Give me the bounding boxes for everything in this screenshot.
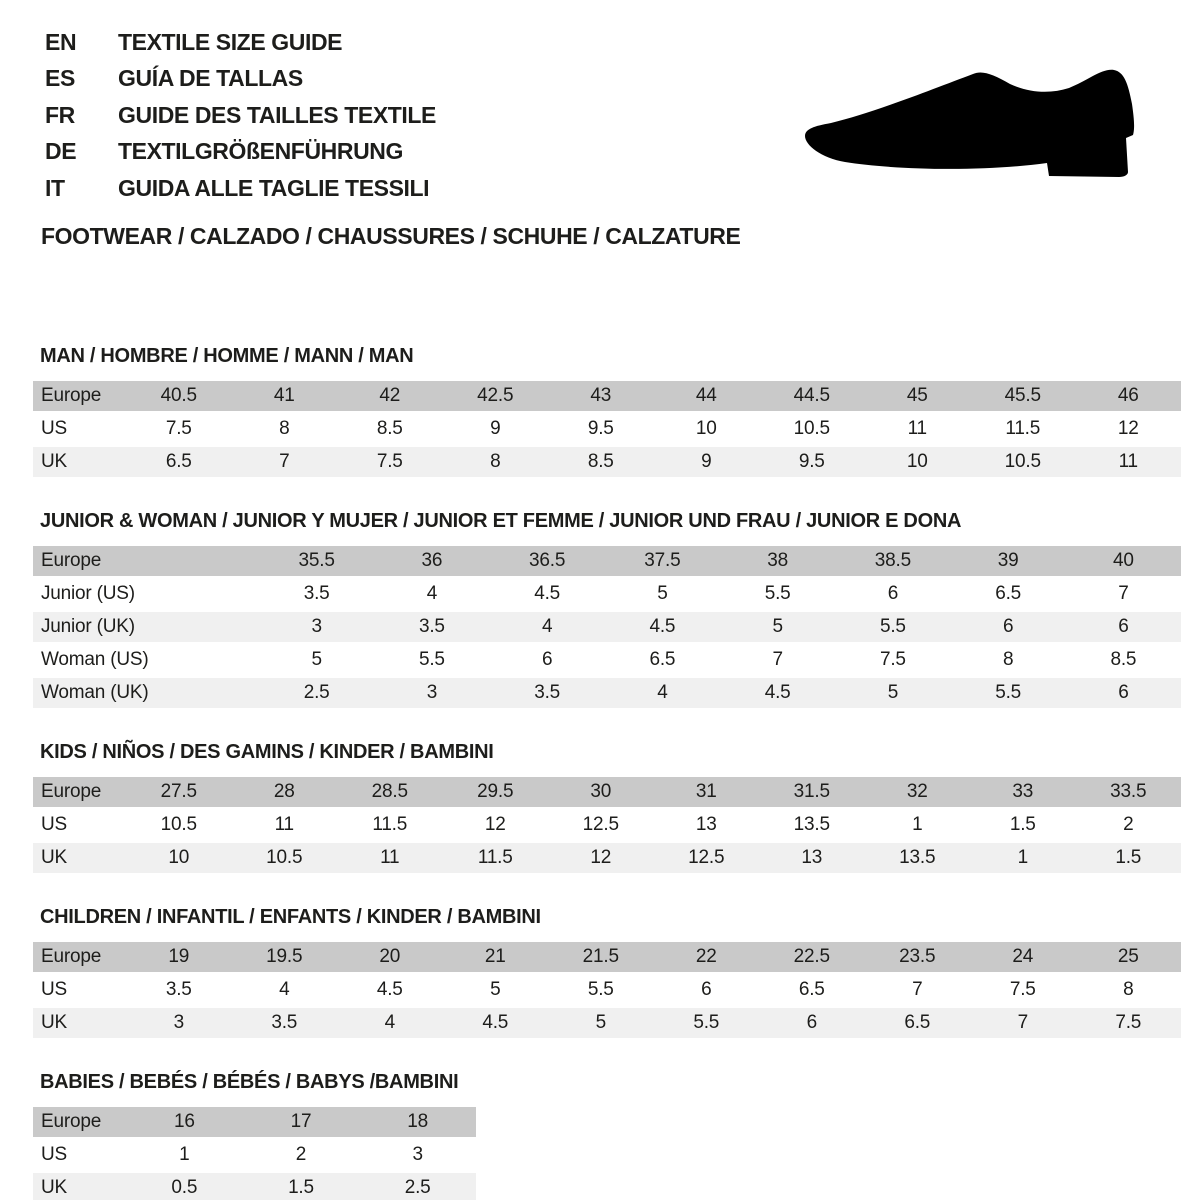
size-value: 11 xyxy=(232,810,338,840)
size-table-section xyxy=(33,344,1181,480)
row-label: Woman (UK) xyxy=(33,678,259,708)
size-value: 33.5 xyxy=(1076,777,1182,807)
size-value: 4.5 xyxy=(605,612,720,642)
size-value: 10.5 xyxy=(759,414,865,444)
size-value: 5 xyxy=(605,579,720,609)
table-row xyxy=(33,810,1181,840)
language-label: GUIDA ALLE TAGLIE TESSILI xyxy=(118,174,430,201)
size-value: 1.5 xyxy=(243,1173,360,1200)
size-value: 7 xyxy=(970,1008,1076,1038)
size-value: 6 xyxy=(835,579,950,609)
size-value: 28 xyxy=(232,777,338,807)
language-row xyxy=(45,170,436,207)
row-label: UK xyxy=(33,447,126,477)
size-value: 7.5 xyxy=(1076,1008,1182,1038)
size-value: 38 xyxy=(720,546,835,576)
size-value: 45.5 xyxy=(970,381,1076,411)
size-value: 11.5 xyxy=(337,810,443,840)
size-value: 37.5 xyxy=(605,546,720,576)
size-value: 1 xyxy=(970,843,1076,873)
table-row xyxy=(33,843,1181,873)
size-value: 9.5 xyxy=(759,447,865,477)
size-value: 29.5 xyxy=(443,777,549,807)
row-label: Europe xyxy=(33,546,259,576)
size-value: 6.5 xyxy=(865,1008,971,1038)
size-value: 8 xyxy=(232,414,338,444)
size-value: 7.5 xyxy=(126,414,232,444)
size-value: 32 xyxy=(865,777,971,807)
size-value: 9 xyxy=(654,447,760,477)
size-value: 7 xyxy=(232,447,338,477)
row-label: Woman (US) xyxy=(33,645,259,675)
size-value: 22.5 xyxy=(759,942,865,972)
table-row xyxy=(33,975,1181,1005)
size-value: 7 xyxy=(1066,579,1181,609)
size-value: 33 xyxy=(970,777,1076,807)
size-value: 21 xyxy=(443,942,549,972)
size-value: 3.5 xyxy=(374,612,489,642)
size-value: 8 xyxy=(1076,975,1182,1005)
size-value: 21.5 xyxy=(548,942,654,972)
language-code: IT xyxy=(45,174,65,201)
size-value: 6.5 xyxy=(126,447,232,477)
size-value: 5.5 xyxy=(374,645,489,675)
table-row xyxy=(33,546,1181,576)
category-line: FOOTWEAR / CALZADO / CHAUSSURES / SCHUHE / CALZATURE xyxy=(41,223,741,249)
size-value: 0.5 xyxy=(126,1173,243,1200)
table-row xyxy=(33,447,1181,477)
size-value: 4.5 xyxy=(490,579,605,609)
size-value: 6 xyxy=(951,612,1066,642)
size-value: 5 xyxy=(720,612,835,642)
size-value: 10 xyxy=(654,414,760,444)
size-value: 1.5 xyxy=(1076,843,1182,873)
size-value: 4.5 xyxy=(337,975,443,1005)
size-value: 12.5 xyxy=(548,810,654,840)
size-value: 31 xyxy=(654,777,760,807)
size-value: 5.5 xyxy=(548,975,654,1005)
language-row xyxy=(45,97,436,134)
size-value: 13 xyxy=(759,843,865,873)
size-value: 3 xyxy=(359,1140,476,1170)
size-table xyxy=(33,378,1181,480)
size-value: 19 xyxy=(126,942,232,972)
size-value: 19.5 xyxy=(232,942,338,972)
size-value: 8.5 xyxy=(548,447,654,477)
size-value: 22 xyxy=(654,942,760,972)
row-label: Europe xyxy=(33,777,126,807)
row-label: Europe xyxy=(33,1107,126,1137)
size-value: 6 xyxy=(654,975,760,1005)
size-value: 4.5 xyxy=(720,678,835,708)
size-value: 39 xyxy=(951,546,1066,576)
size-value: 6 xyxy=(1066,612,1181,642)
size-value: 36 xyxy=(374,546,489,576)
size-value: 5 xyxy=(259,645,374,675)
size-value: 1 xyxy=(126,1140,243,1170)
language-code: EN xyxy=(45,28,77,55)
size-value: 13.5 xyxy=(759,810,865,840)
size-value: 5 xyxy=(548,1008,654,1038)
size-table-section xyxy=(33,740,1181,876)
size-value: 13 xyxy=(654,810,760,840)
size-value: 7 xyxy=(865,975,971,1005)
size-tables xyxy=(33,344,1181,1200)
size-value: 10.5 xyxy=(232,843,338,873)
size-value: 7.5 xyxy=(337,447,443,477)
language-label: TEXTILE SIZE GUIDE xyxy=(118,28,343,55)
section-title: MAN / HOMBRE / HOMME / MANN / MAN xyxy=(40,345,414,367)
size-value: 16 xyxy=(126,1107,243,1137)
size-value: 5.5 xyxy=(835,612,950,642)
size-value: 25 xyxy=(1076,942,1182,972)
language-row xyxy=(45,134,436,171)
size-value: 2 xyxy=(1076,810,1182,840)
size-value: 13.5 xyxy=(865,843,971,873)
section-title: BABIES / BEBÉS / BÉBÉS / BABYS /BAMBINI xyxy=(40,1071,459,1093)
size-value: 6.5 xyxy=(951,579,1066,609)
row-label: UK xyxy=(33,1173,126,1200)
table-row xyxy=(33,381,1181,411)
language-label: TEXTILGRÖßENFÜHRUNG xyxy=(118,138,403,165)
size-value: 28.5 xyxy=(337,777,443,807)
section-title: KIDS / NIÑOS / DES GAMINS / KINDER / BAMBINI xyxy=(40,741,494,763)
size-table-section xyxy=(33,905,1181,1041)
row-label: UK xyxy=(33,843,126,873)
size-value: 11.5 xyxy=(443,843,549,873)
table-row xyxy=(33,1173,476,1200)
size-value: 6 xyxy=(490,645,605,675)
table-row xyxy=(33,1140,476,1170)
size-value: 44 xyxy=(654,381,760,411)
size-value: 5.5 xyxy=(654,1008,760,1038)
size-value: 40.5 xyxy=(126,381,232,411)
size-value: 30 xyxy=(548,777,654,807)
table-row xyxy=(33,777,1181,807)
size-value: 6.5 xyxy=(605,645,720,675)
size-table-section xyxy=(33,1070,1181,1200)
row-label: US xyxy=(33,1140,126,1170)
size-value: 5.5 xyxy=(720,579,835,609)
language-code: DE xyxy=(45,138,77,165)
size-value: 5 xyxy=(835,678,950,708)
size-table xyxy=(33,543,1181,711)
table-row xyxy=(33,414,1181,444)
table-row xyxy=(33,678,1181,708)
shoe-silhouette-icon xyxy=(803,64,1143,186)
language-code: FR xyxy=(45,101,75,128)
table-row xyxy=(33,1008,1181,1038)
size-value: 12 xyxy=(1076,414,1182,444)
size-value: 3 xyxy=(126,1008,232,1038)
language-list xyxy=(45,24,436,207)
size-value: 40 xyxy=(1066,546,1181,576)
size-value: 12 xyxy=(548,843,654,873)
size-value: 7.5 xyxy=(835,645,950,675)
size-table xyxy=(33,774,1181,876)
size-value: 45 xyxy=(865,381,971,411)
size-value: 4 xyxy=(337,1008,443,1038)
size-value: 6 xyxy=(759,1008,865,1038)
size-table xyxy=(33,1104,476,1200)
row-label: Junior (US) xyxy=(33,579,259,609)
size-value: 17 xyxy=(243,1107,360,1137)
size-value: 6 xyxy=(1066,678,1181,708)
size-value: 3.5 xyxy=(259,579,374,609)
size-value: 42 xyxy=(337,381,443,411)
size-value: 11 xyxy=(865,414,971,444)
table-row xyxy=(33,612,1181,642)
size-value: 5.5 xyxy=(951,678,1066,708)
size-value: 11.5 xyxy=(970,414,1076,444)
size-value: 36.5 xyxy=(490,546,605,576)
size-value: 3.5 xyxy=(232,1008,338,1038)
size-value: 38.5 xyxy=(835,546,950,576)
size-value: 31.5 xyxy=(759,777,865,807)
row-label: Europe xyxy=(33,942,126,972)
size-value: 23.5 xyxy=(865,942,971,972)
size-value: 44.5 xyxy=(759,381,865,411)
language-code: ES xyxy=(45,65,75,92)
language-label: GUIDE DES TAILLES TEXTILE xyxy=(118,101,436,128)
size-value: 2.5 xyxy=(359,1173,476,1200)
size-value: 4 xyxy=(374,579,489,609)
size-value: 10.5 xyxy=(970,447,1076,477)
size-value: 4 xyxy=(605,678,720,708)
size-table xyxy=(33,939,1181,1041)
size-value: 27.5 xyxy=(126,777,232,807)
size-value: 8 xyxy=(443,447,549,477)
size-value: 9 xyxy=(443,414,549,444)
size-value: 10 xyxy=(865,447,971,477)
row-label: US xyxy=(33,414,126,444)
size-value: 8.5 xyxy=(337,414,443,444)
size-value: 18 xyxy=(359,1107,476,1137)
size-value: 3 xyxy=(259,612,374,642)
language-label: GUÍA DE TALLAS xyxy=(118,65,303,92)
size-value: 9.5 xyxy=(548,414,654,444)
size-value: 11 xyxy=(1076,447,1182,477)
size-value: 2.5 xyxy=(259,678,374,708)
table-row xyxy=(33,1107,476,1137)
size-value: 7 xyxy=(720,645,835,675)
size-value: 10.5 xyxy=(126,810,232,840)
row-label: Junior (UK) xyxy=(33,612,259,642)
size-value: 24 xyxy=(970,942,1076,972)
size-value: 43 xyxy=(548,381,654,411)
size-value: 8.5 xyxy=(1066,645,1181,675)
size-value: 46 xyxy=(1076,381,1182,411)
size-value: 8 xyxy=(951,645,1066,675)
size-value: 2 xyxy=(243,1140,360,1170)
size-value: 1.5 xyxy=(970,810,1076,840)
size-value: 41 xyxy=(232,381,338,411)
row-label: US xyxy=(33,975,126,1005)
size-value: 12 xyxy=(443,810,549,840)
size-value: 35.5 xyxy=(259,546,374,576)
row-label: US xyxy=(33,810,126,840)
language-row xyxy=(45,61,436,98)
table-row xyxy=(33,645,1181,675)
size-value: 4.5 xyxy=(443,1008,549,1038)
size-value: 12.5 xyxy=(654,843,760,873)
size-value: 42.5 xyxy=(443,381,549,411)
size-value: 4 xyxy=(232,975,338,1005)
size-value: 1 xyxy=(865,810,971,840)
size-value: 3.5 xyxy=(490,678,605,708)
language-row xyxy=(45,24,436,61)
size-value: 5 xyxy=(443,975,549,1005)
size-value: 10 xyxy=(126,843,232,873)
size-value: 20 xyxy=(337,942,443,972)
size-value: 3 xyxy=(374,678,489,708)
size-value: 3.5 xyxy=(126,975,232,1005)
size-value: 4 xyxy=(490,612,605,642)
row-label: UK xyxy=(33,1008,126,1038)
section-title: JUNIOR & WOMAN / JUNIOR Y MUJER / JUNIOR ET FEMME / JUNIOR UND FRAU / JUNIOR E DONA xyxy=(40,510,962,532)
size-value: 7.5 xyxy=(970,975,1076,1005)
size-value: 6.5 xyxy=(759,975,865,1005)
size-value: 11 xyxy=(337,843,443,873)
table-row xyxy=(33,579,1181,609)
section-title: CHILDREN / INFANTIL / ENFANTS / KINDER / BAMBINI xyxy=(40,906,541,928)
size-table-section xyxy=(33,509,1181,711)
row-label: Europe xyxy=(33,381,126,411)
table-row xyxy=(33,942,1181,972)
